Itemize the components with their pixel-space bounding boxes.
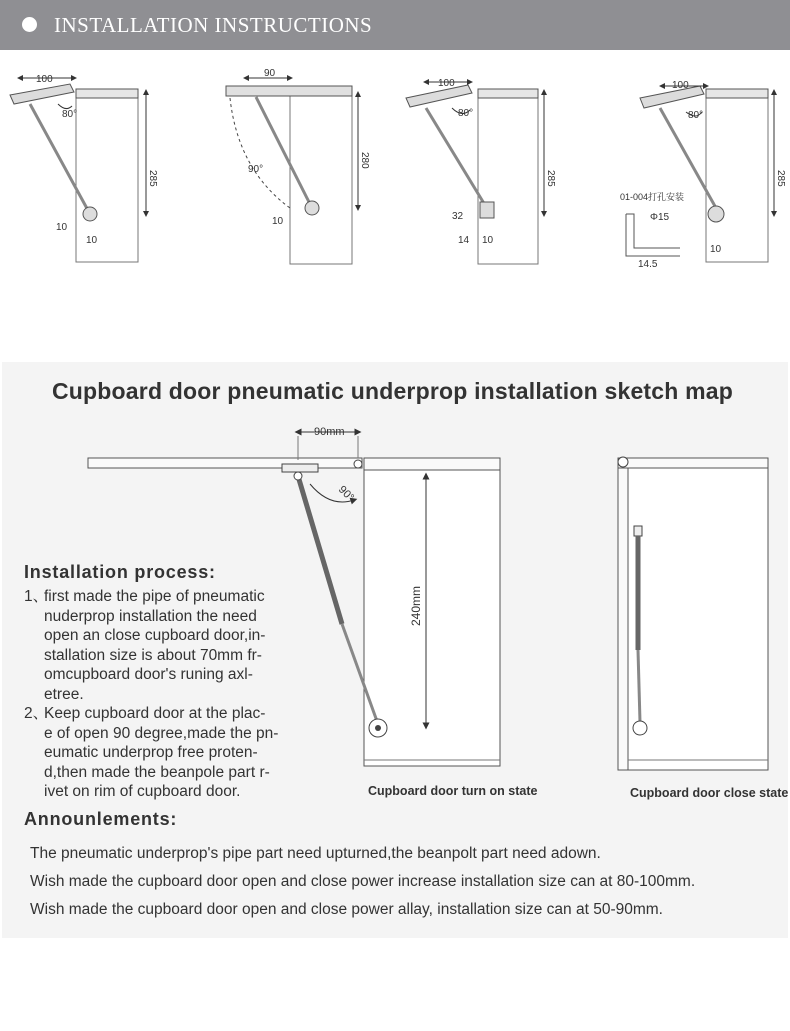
step-1-line: first made the pipe of pneumatic [44,588,265,605]
small-3-offset-c: 10 [482,235,494,246]
closed-state-caption: Cupboard door close state [630,786,789,800]
small-3-angle: 80° [458,108,474,119]
small-diagram-2 [226,78,358,264]
process-step-2 [24,704,344,804]
cabinet-top-1 [76,89,138,98]
open-width-label: 90mm [314,426,345,438]
closed-lower-pivot-icon [633,721,647,735]
step-1-line: open an close cupboard door,in- [44,627,266,644]
announcement-line: The pneumatic underprop's pipe part need upturned,the beanpolt part need adown. [30,845,601,862]
lower-pivot-rivet-icon [375,725,381,731]
closed-strut-rod [638,650,640,722]
open-height-label: 240mm [409,585,423,626]
closed-hinge-icon [618,457,628,467]
small-3-offset-a: 32 [452,211,464,222]
door-mount-plate [282,464,318,472]
small-1-height: 285 [147,170,158,187]
small-3-top-width: 100 [438,78,455,89]
step-1-line: omcupboard door's runing axl- [44,666,253,683]
closed-state-diagram [618,457,768,770]
small-4-offset-a: 14.5 [638,259,658,270]
small-3-offset-b: 14 [458,235,470,246]
door-panel-2 [226,86,352,96]
small-4-offset-b: 10 [710,244,722,255]
small-1-top-width: 100 [36,74,53,85]
announcement-line: Wish made the cupboard door open and close power increase installation size can at 80-100mm. [30,873,696,890]
small-2-top-width: 90 [264,68,276,79]
step-1-line: etree. [44,685,84,703]
small-diagram-1 [10,78,146,262]
small-3-height: 285 [545,170,556,187]
open-door-panel [88,458,362,468]
announcements-title: Announlements: [24,809,178,829]
closed-cabinet-top [618,458,768,468]
small-4-angle: 80° [688,110,704,121]
upper-pivot-icon [294,472,302,480]
small-diagram-3 [406,82,544,264]
mount-bracket-2 [305,201,319,215]
swing-arc-2 [230,98,290,208]
process-title: Installation process: [24,562,216,582]
gas-strut-2 [256,97,312,208]
small-4-hole: Φ15 [650,212,670,223]
mount-bracket-1 [83,207,97,221]
small-2-height: 280 [359,152,370,169]
section-banner [0,0,790,50]
bullet-dot-icon [22,17,37,32]
step-1-line: nuderprop installation the need [44,607,257,625]
small-1-offset-b: 10 [86,235,98,246]
small-2-angle: 90° [248,164,264,175]
closed-mount-plate [634,526,642,536]
open-angle-label: 90° [335,483,357,504]
small-4-top-width: 100 [672,80,689,91]
step-1-number: 1、 [24,588,49,605]
small-diagrams-row [0,62,790,277]
small-2-offset-a: 10 [272,216,284,227]
process-step-1 [24,587,344,707]
cabinet-top-board [364,458,500,470]
open-state-caption: Cupboard door turn on state [368,784,538,798]
cabinet-side-4 [706,96,768,262]
mount-bracket-3 [480,202,494,218]
angle-arc-1 [58,104,72,109]
step-2-line: e of open 90 degree,made the pn- [44,724,279,742]
hinge-icon [354,460,362,468]
step-2-line: d,then made the beanpole part r- [44,763,270,781]
closed-cabinet-body [628,468,768,770]
step-2-line: Keep cupboard door at the plac- [44,705,266,722]
step-2-number: 2、 [24,705,49,722]
small-4-height: 285 [775,170,786,187]
step-1-line: stallation size is about 70mm fr- [44,646,262,664]
small-4-part-label: 01-004打孔安装 [620,192,685,202]
step-2-line: ivet on rim of cupboard door. [44,783,241,800]
cabinet-top-4 [706,89,768,98]
gas-strut-1 [30,104,90,214]
small-1-angle: 80° [62,109,78,120]
closed-door-panel [618,468,628,770]
sketch-title: Cupboard door pneumatic underprop installation sketch map [52,378,734,404]
mount-bracket-4 [708,206,724,222]
cabinet-top-3 [478,89,538,98]
door-panel-1 [10,84,74,104]
gas-strut-3 [426,108,488,210]
small-1-offset-a: 10 [56,222,68,233]
step-2-line: eumatic underprop free proten- [44,744,258,761]
banner-title: INSTALLATION INSTRUCTIONS [54,13,373,37]
announcement-line: Wish made the cupboard door open and close power allay, installation size can at 50-90mm. [30,901,663,918]
